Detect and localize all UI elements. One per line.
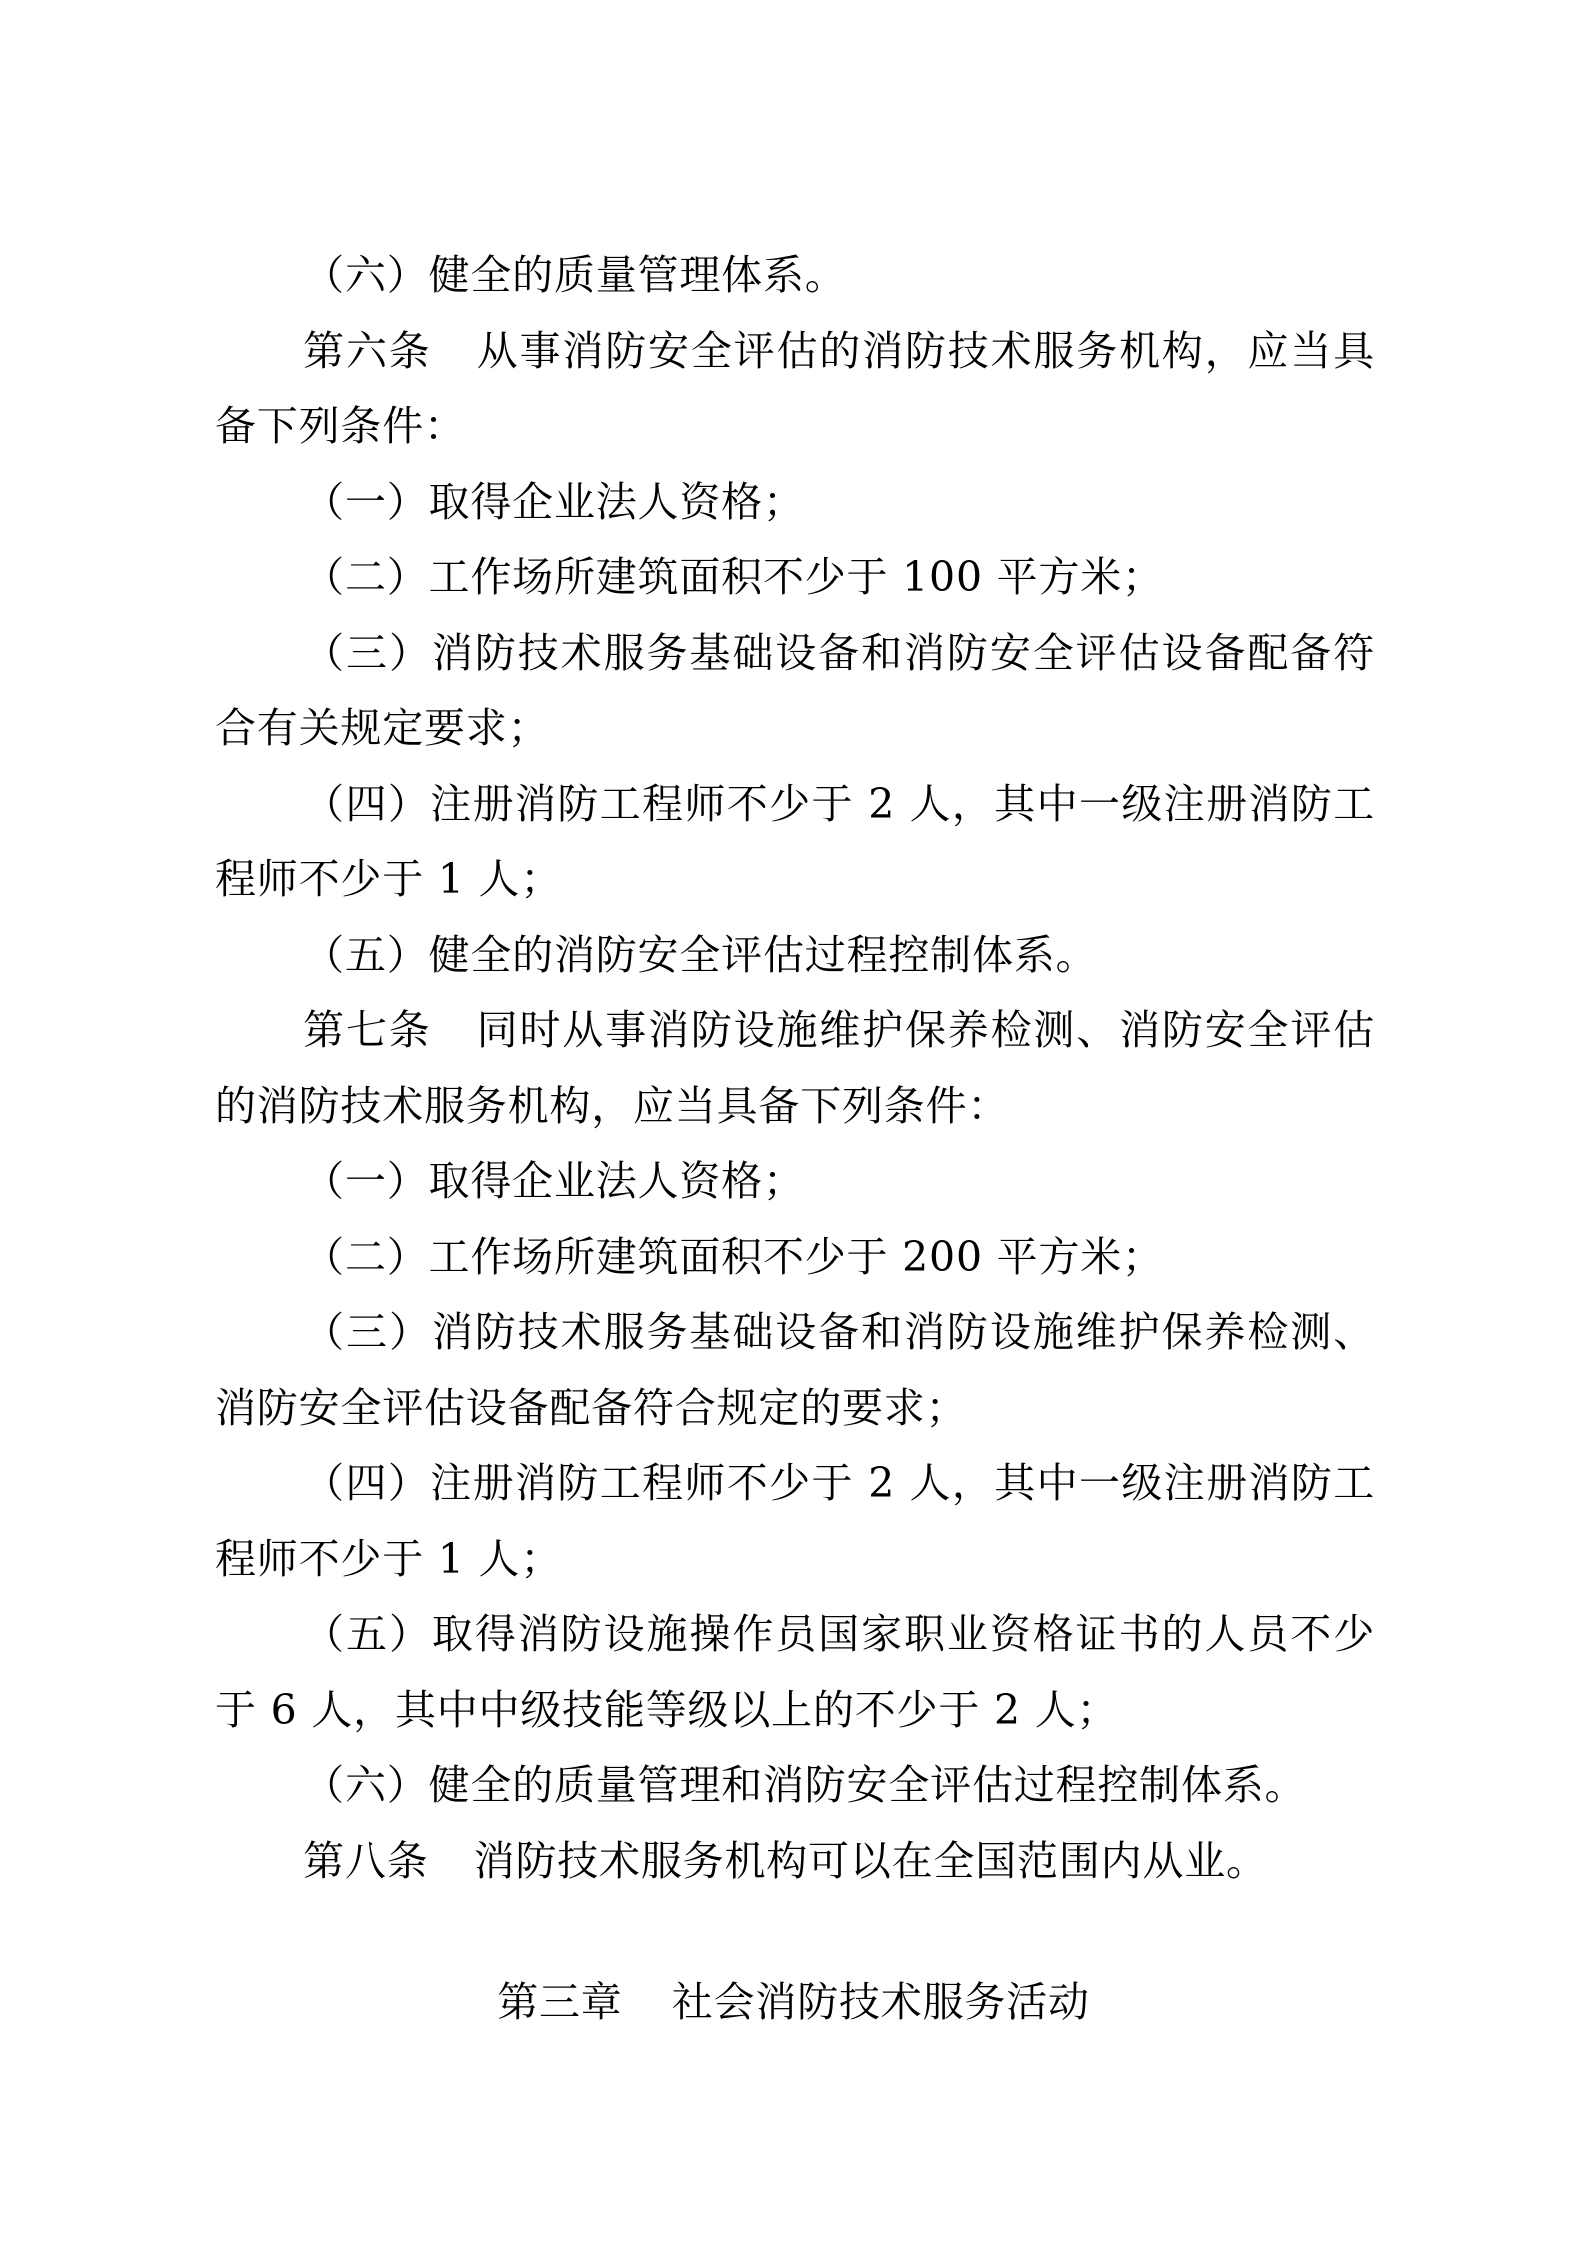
- paragraph-text: （四）注册消防工程师不少于 2 人，其中一级注册消防工程师不少于 1 人；: [215, 1459, 1375, 1583]
- paragraph: [215, 238, 1375, 314]
- paragraph: [215, 1220, 1375, 1296]
- paragraph-text: （五）取得消防设施操作员国家职业资格证书的人员不少于 6 人，其中中级技能等级以上的不少于 2 人；: [215, 1610, 1375, 1734]
- paragraph: [215, 465, 1375, 541]
- paragraph-text: 同时从事消防设施维护保养检测、消防安全评估的消防技术服务机构，应当具备下列条件：: [215, 1006, 1375, 1130]
- paragraph-text: （五）健全的消防安全评估过程控制体系。: [303, 930, 1098, 979]
- paragraph-text: （一）取得企业法人资格；: [303, 477, 805, 526]
- document-body: [215, 238, 1375, 1899]
- paragraph: [215, 1597, 1375, 1748]
- paragraph: [215, 1446, 1375, 1597]
- paragraph: [215, 767, 1375, 918]
- paragraph: [215, 1144, 1375, 1220]
- paragraph: [215, 1748, 1375, 1824]
- article-number: 第七条: [303, 1006, 432, 1054]
- chapter-number: 第三章: [497, 1978, 623, 2026]
- article-number: 第八条: [303, 1836, 429, 1885]
- chapter-title-text: 社会消防技术服务活动: [671, 1978, 1090, 2026]
- article-number: 第六条: [303, 326, 432, 375]
- paragraph-text: （一）取得企业法人资格；: [303, 1157, 805, 1205]
- paragraph-text: （三）消防技术服务基础设备和消防安全评估设备配备符合有关规定要求；: [215, 628, 1375, 752]
- paragraph-text: （三）消防技术服务基础设备和消防设施维护保养检测、消防安全评估设备配备符合规定的要求；: [215, 1308, 1375, 1432]
- paragraph-text: 消防技术服务机构可以在全国范围内从业。: [473, 1836, 1268, 1885]
- article-paragraph: [215, 314, 1375, 465]
- article-paragraph: [215, 1824, 1375, 1900]
- paragraph: [215, 1295, 1375, 1446]
- paragraph: [215, 918, 1375, 994]
- paragraph-text: （六）健全的质量管理和消防安全评估过程控制体系。: [303, 1761, 1307, 1809]
- paragraph-text: （二）工作场所建筑面积不少于 200 平方米；: [303, 1232, 1164, 1281]
- paragraph-text: （二）工作场所建筑面积不少于 100 平方米；: [303, 553, 1164, 601]
- article-paragraph: [215, 993, 1375, 1144]
- paragraph-text: （四）注册消防工程师不少于 2 人，其中一级注册消防工程师不少于 1 人；: [215, 779, 1375, 903]
- paragraph: [215, 616, 1375, 767]
- paragraph-text: 从事消防安全评估的消防技术服务机构，应当具备下列条件：: [215, 326, 1375, 450]
- paragraph-text: （六）健全的质量管理体系。: [303, 251, 847, 299]
- paragraph: [215, 540, 1375, 616]
- chapter-heading: [0, 1972, 1587, 2032]
